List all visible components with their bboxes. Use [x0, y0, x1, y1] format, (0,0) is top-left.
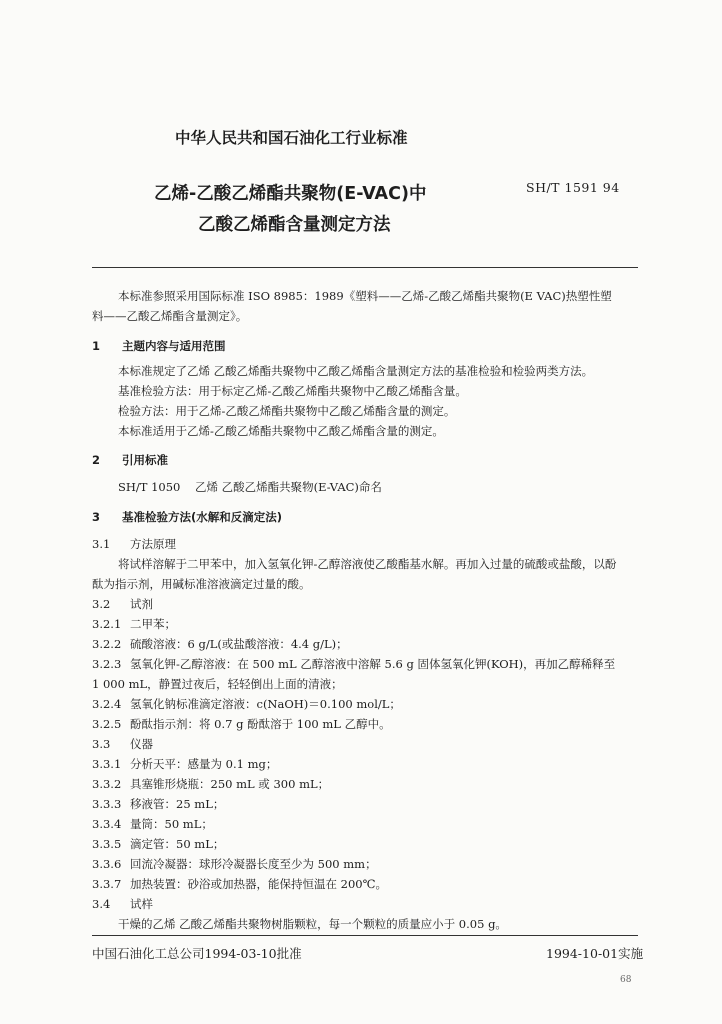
section-1-paragraph-3: 检验方法：用于乙烯-乙酸乙烯酯共聚物中乙酸乙烯酯含量的测定。	[118, 404, 456, 418]
section-1-heading	[92, 338, 226, 354]
subsection-3-1-number: 3.1	[92, 537, 111, 551]
subsection-3-3-heading	[92, 737, 153, 751]
instrument-number: 3.3.5	[92, 837, 122, 851]
reagent-item	[92, 717, 391, 731]
reference-entry	[118, 480, 382, 494]
instrument-text: 量筒：50 mL；	[130, 817, 213, 831]
section-3-title: 基准检验方法(水解和反滴定法)	[122, 510, 283, 524]
instrument-item	[92, 877, 387, 891]
reagent-item	[92, 637, 348, 651]
subsection-3-4-number: 3.4	[92, 897, 111, 911]
subsection-3-2-title: 试剂	[130, 597, 153, 611]
section-1-paragraph-2: 基准检验方法：用于标定乙烯-乙酸乙烯酯共聚物中乙酸乙烯酯含量。	[118, 384, 467, 398]
instrument-number: 3.3.6	[92, 857, 122, 871]
section-2-title: 引用标准	[122, 453, 168, 467]
reagent-number: 3.2.2	[92, 637, 122, 651]
approval-note: 中国石油化工总公司1994-03-10批准	[92, 946, 302, 961]
reagent-text: 酚酞指示剂：将 0.7 g 酚酞溶于 100 mL 乙醇中。	[130, 717, 391, 731]
instrument-item	[92, 837, 224, 851]
instrument-text: 回流冷凝器：球形冷凝器长度至少为 500 mm；	[130, 857, 377, 871]
section-1-number: 1	[92, 339, 101, 353]
principle-line1: 将试样溶解于二甲苯中，加入氢氧化钾-乙醇溶液使乙酸酯基水解。再加入过量的硫酸或盐酸，以酚	[118, 557, 617, 571]
subsection-3-3-title: 仪器	[130, 737, 153, 751]
subsection-3-4-title: 试样	[130, 897, 153, 911]
reference-title: 乙烯 乙酸乙烯酯共聚物(E-VAC)命名	[195, 480, 382, 494]
section-2-heading	[92, 452, 168, 468]
section-1-title: 主题内容与适用范围	[122, 339, 226, 353]
instrument-text: 滴定管：50 mL；	[130, 837, 225, 851]
reagent-number: 3.2.4	[92, 697, 122, 711]
reagent-text: 硫酸溶液：6 g/L(或盐酸溶液：4.4 g/L)；	[130, 637, 348, 651]
document-title-line1: 乙烯-乙酸乙烯酯共聚物(E-VAC)中	[154, 184, 427, 204]
header-divider	[92, 267, 638, 268]
document-title-line2: 乙酸乙烯酯含量测定方法	[198, 215, 391, 235]
instrument-text: 分析天平：感量为 0.1 mg；	[130, 757, 278, 771]
instrument-number: 3.3.1	[92, 757, 122, 771]
page-number: 68	[620, 975, 632, 985]
reagent-text: 氢氧化钠标准滴定溶液：c(NaOH)＝0.100 mol/L；	[130, 697, 401, 711]
instrument-item	[92, 797, 224, 811]
instrument-item	[92, 857, 377, 871]
reagent-text: 二甲苯；	[130, 617, 176, 631]
standard-number: SH/T 1591 94	[526, 180, 620, 195]
section-3-number: 3	[92, 510, 101, 524]
section-3-heading	[92, 509, 282, 525]
subsection-3-1-title: 方法原理	[130, 537, 176, 551]
section-1-paragraph-1: 本标准规定了乙烯 乙酸乙烯酯共聚物中乙酸乙烯酯含量测定方法的基准检验和检验两类方法。	[118, 364, 594, 378]
section-2-number: 2	[92, 453, 101, 467]
instrument-number: 3.3.3	[92, 797, 122, 811]
intro-line1: 本标准参照采用国际标准 ISO 8985：1989《塑料——乙烯-乙酸乙烯酯共聚物(E VAC)热塑性塑	[118, 289, 612, 303]
section-1-paragraph-4: 本标准适用于乙烯-乙酸乙烯酯共聚物中乙酸乙烯酯含量的测定。	[118, 424, 444, 438]
reference-code: SH/T 1050	[118, 480, 181, 494]
reagent-item	[92, 657, 615, 671]
instrument-number: 3.3.4	[92, 817, 122, 831]
subsection-3-4-heading	[92, 897, 153, 911]
instrument-text: 加热装置：砂浴或加热器，能保持恒温在 200℃。	[130, 877, 387, 891]
subsection-3-2-heading	[92, 597, 153, 611]
instrument-item	[92, 817, 213, 831]
subsection-3-1-heading	[92, 537, 176, 551]
sample-description: 干燥的乙烯 乙酸乙烯酯共聚物树脂颗粒，每一个颗粒的质量应小于 0.05 g。	[118, 917, 507, 931]
reagent-number: 3.2.1	[92, 617, 122, 631]
reagent-item	[92, 617, 176, 631]
instrument-text: 具塞锥形烧瓶：250 mL 或 300 mL；	[130, 777, 330, 791]
footer-divider	[92, 935, 638, 936]
instrument-item	[92, 777, 329, 791]
subsection-3-3-number: 3.3	[92, 737, 111, 751]
reagent-text-continued: 1 000 mL，静置过夜后，轻轻倒出上面的清液；	[92, 677, 343, 691]
intro-line2: 料——乙酸乙烯酯含量测定》。	[92, 309, 248, 323]
principle-line2: 酞为指示剂，用碱标准溶液滴定过量的酸。	[92, 577, 311, 591]
instrument-number: 3.3.7	[92, 877, 122, 891]
instrument-text: 移液管：25 mL；	[130, 797, 225, 811]
implementation-date: 1994-10-01实施	[546, 946, 644, 961]
reagent-number: 3.2.5	[92, 717, 122, 731]
organization-title: 中华人民共和国石油化工行业标准	[175, 129, 408, 147]
reagent-number: 3.2.3	[92, 657, 122, 671]
reagent-text: 氢氧化钾-乙醇溶液：在 500 mL 乙醇溶液中溶解 5.6 g 固体氢氧化钾(KOH)，再加乙醇稀释至	[130, 657, 616, 671]
instrument-item	[92, 757, 277, 771]
subsection-3-2-number: 3.2	[92, 597, 111, 611]
reagent-item	[92, 697, 401, 711]
instrument-number: 3.3.2	[92, 777, 122, 791]
